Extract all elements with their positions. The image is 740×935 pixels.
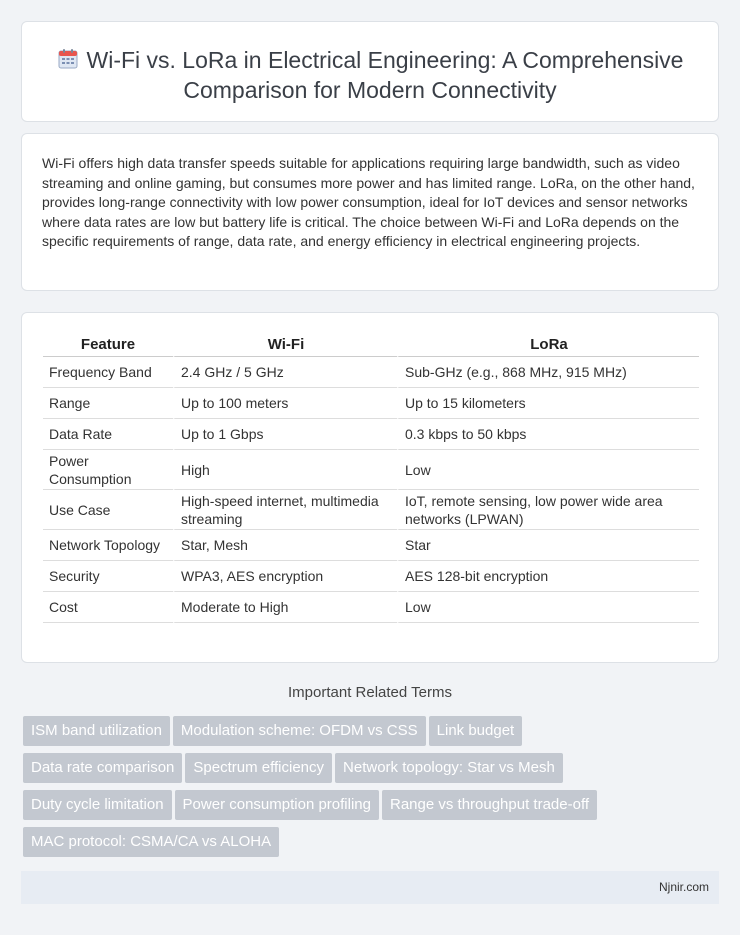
table-header-row [43, 333, 699, 357]
related-term-tag[interactable]: Network topology: Star vs Mesh [335, 753, 563, 783]
wifi-cell: Star, Mesh [173, 530, 397, 561]
feature-cell: Power Consumption [43, 450, 173, 490]
related-term-tag[interactable]: Modulation scheme: OFDM vs CSS [173, 716, 426, 746]
page-title [22, 45, 718, 105]
feature-cell: Range [43, 388, 173, 419]
table-row [43, 357, 699, 388]
feature-cell: Network Topology [43, 530, 173, 561]
feature-cell: Frequency Band [43, 357, 173, 388]
feature-cell: Security [43, 561, 173, 592]
lora-cell: Low [397, 450, 699, 490]
summary-card [21, 133, 719, 291]
related-term-tag[interactable]: Data rate comparison [23, 753, 182, 783]
lora-cell: AES 128-bit encryption [397, 561, 699, 592]
calendar-icon [57, 48, 79, 70]
wifi-cell: Up to 100 meters [173, 388, 397, 419]
related-term-tag[interactable]: MAC protocol: CSMA/CA vs ALOHA [23, 827, 279, 857]
column-header-lora: LoRa [397, 333, 699, 357]
column-header-wifi: Wi-Fi [173, 333, 397, 357]
wifi-cell: High-speed internet, multimedia streaming [173, 490, 397, 530]
footer [21, 871, 719, 904]
related-term-tag[interactable]: Duty cycle limitation [23, 790, 172, 820]
lora-cell: Sub-GHz (e.g., 868 MHz, 915 MHz) [397, 357, 699, 388]
feature-cell: Use Case [43, 490, 173, 530]
table-row [43, 450, 699, 490]
lora-cell: Up to 15 kilometers [397, 388, 699, 419]
related-term-tag[interactable]: ISM band utilization [23, 716, 170, 746]
wifi-cell: WPA3, AES encryption [173, 561, 397, 592]
lora-cell: Low [397, 592, 699, 623]
table-row [43, 561, 699, 592]
table-row [43, 592, 699, 623]
lora-cell: IoT, remote sensing, low power wide area networks (LPWAN) [397, 490, 699, 530]
wifi-cell: Moderate to High [173, 592, 397, 623]
wifi-cell: High [173, 450, 397, 490]
table-row [43, 419, 699, 450]
wifi-cell: Up to 1 Gbps [173, 419, 397, 450]
footer-site-link[interactable]: Njnir.com [658, 880, 709, 894]
table-row [43, 388, 699, 419]
table-row [43, 530, 699, 561]
related-term-tag[interactable]: Link budget [429, 716, 523, 746]
related-terms-list [23, 716, 723, 864]
feature-cell: Data Rate [43, 419, 173, 450]
related-terms-heading: Important Related Terms [288, 684, 452, 701]
page-title-text: Wi-Fi vs. LoRa in Electrical Engineering: A Comprehensive Comparison for Modern Connectivity [86, 47, 684, 103]
related-term-tag[interactable]: Power consumption profiling [175, 790, 379, 820]
related-term-tag[interactable]: Range vs throughput trade-off [382, 790, 597, 820]
feature-cell: Cost [43, 592, 173, 623]
summary-text: Wi-Fi offers high data transfer speeds suitable for applications requiring large bandwidth, such as video streaming and online gaming, but consumes more power and has limited range. LoRa, on the other hand, provides long-range connectivity with low power consumption, ideal for IoT devices and sensor networks where data rates are low but battery life is critical. The choice between Wi-Fi and LoRa depends on the specific requirements of range, data rate, and energy efficiency in electrical engineering projects. [42, 155, 695, 250]
title-card [21, 21, 719, 122]
lora-cell: 0.3 kbps to 50 kbps [397, 419, 699, 450]
lora-cell: Star [397, 530, 699, 561]
comparison-table [43, 333, 699, 623]
table-row [43, 490, 699, 530]
column-header-feature: Feature [43, 333, 173, 357]
wifi-cell: 2.4 GHz / 5 GHz [173, 357, 397, 388]
comparison-card [21, 312, 719, 663]
related-term-tag[interactable]: Spectrum efficiency [185, 753, 332, 783]
